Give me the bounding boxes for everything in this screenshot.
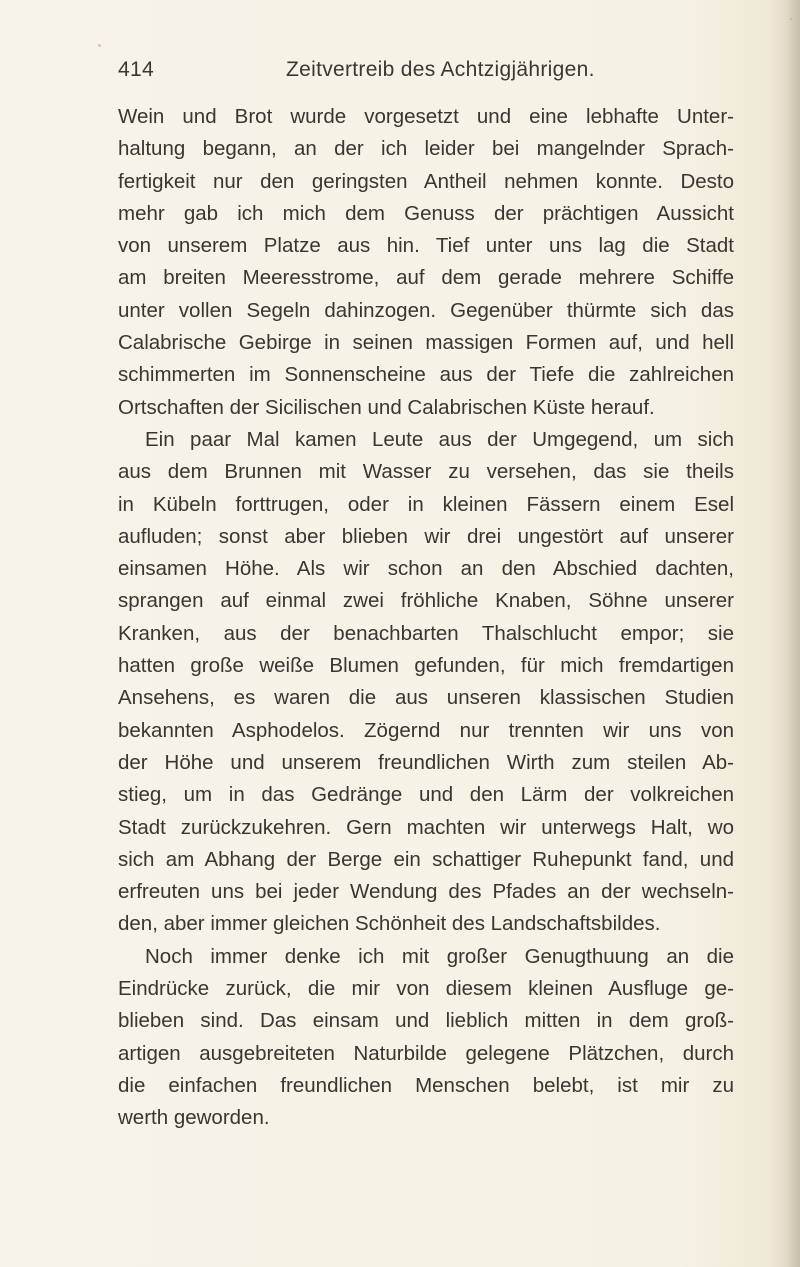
page-header [118, 58, 730, 86]
text-line: Ortschaften der Sicilischen und Calabrischen Küste herauf. [118, 395, 655, 419]
text-line: die einfachen freundlichen Menschen belebt, ist mir zu [118, 1073, 734, 1097]
text-line: mehr gab ich mich dem Genuss der prächtigen Aussicht [118, 201, 734, 225]
text-line: aus dem Brunnen mit Wasser zu versehen, das sie theils [118, 460, 734, 484]
text-line: blieben sind. Das einsam und lieblich mitten in dem groß- [118, 1009, 734, 1033]
text-line: hatten große weiße Blumen gefunden, für mich fremdartigen [118, 654, 734, 678]
text-line: Stadt zurückzukehren. Gern machten wir unterwegs Halt, wo [118, 815, 734, 839]
running-title: Zeitvertreib des Achtzigjährigen. [286, 58, 595, 81]
text-line: bekannten Asphodelos. Zögernd nur trennten wir uns von [118, 718, 734, 742]
text-line: am breiten Meeresstrome, auf dem gerade mehrere Schiffe [118, 266, 734, 290]
text-line: der Höhe und unserem freundlichen Wirth zum steilen Ab- [118, 750, 734, 774]
paper-speck [790, 18, 792, 20]
text-line: schimmerten im Sonnenscheine aus der Tiefe die zahlreichen [118, 363, 734, 387]
text-line: fertigkeit nur den geringsten Antheil nehmen konnte. Desto [118, 169, 734, 193]
page-number: 414 [118, 58, 154, 81]
text-line: Wein und Brot wurde vorgesetzt und eine lebhafte Unter- [118, 105, 734, 128]
paragraph-start-line: Ein paar Mal kamen Leute aus der Umgegend, um sich [145, 427, 734, 451]
text-line: aufluden; sonst aber blieben wir drei ungestört auf unserer [118, 524, 734, 548]
text-line: Eindrücke zurück, die mir von diesem kleinen Ausfluge ge- [118, 977, 734, 1001]
text-line: unter vollen Segeln dahinzogen. Gegenüber thürmte sich das [118, 298, 734, 322]
text-line: Ansehens, es waren die aus unseren klassischen Studien [118, 686, 734, 710]
text-line: sprangen auf einmal zwei fröhliche Knaben, Söhne unserer [118, 589, 734, 613]
text-line: erfreuten uns bei jeder Wendung des Pfades an der wechseln- [118, 880, 734, 904]
text-line: den, aber immer gleichen Schönheit des Landschaftsbildes. [118, 912, 661, 936]
text-line: haltung begann, an der ich leider bei mangelnder Sprach- [118, 137, 734, 161]
page-edge-shadow [786, 0, 800, 1267]
text-line: in Kübeln forttrugen, oder in kleinen Fässern einem Esel [118, 492, 734, 516]
text-line: stieg, um in das Gedränge und den Lärm der volkreichen [118, 783, 734, 807]
text-line: werth geworden. [118, 1106, 270, 1130]
paragraph-start-line: Noch immer denke ich mit großer Genugthuung an die [145, 944, 734, 968]
text-line: einsamen Höhe. Als wir schon an den Abschied dachten, [118, 557, 734, 581]
text-line: Calabrische Gebirge in seinen massigen Formen auf, und hell [118, 331, 734, 355]
text-line: Kranken, aus der benachbarten Thalschlucht empor; sie [118, 621, 734, 645]
text-line: artigen ausgebreiteten Naturbilde gelegene Plätzchen, durch [118, 1041, 734, 1065]
text-line: von unserem Platze aus hin. Tief unter uns lag die Stadt [118, 234, 734, 258]
text-line: sich am Abhang der Berge ein schattiger Ruhepunkt fand, und [118, 847, 734, 871]
paper-speck [98, 44, 101, 47]
body-text [118, 101, 734, 1135]
